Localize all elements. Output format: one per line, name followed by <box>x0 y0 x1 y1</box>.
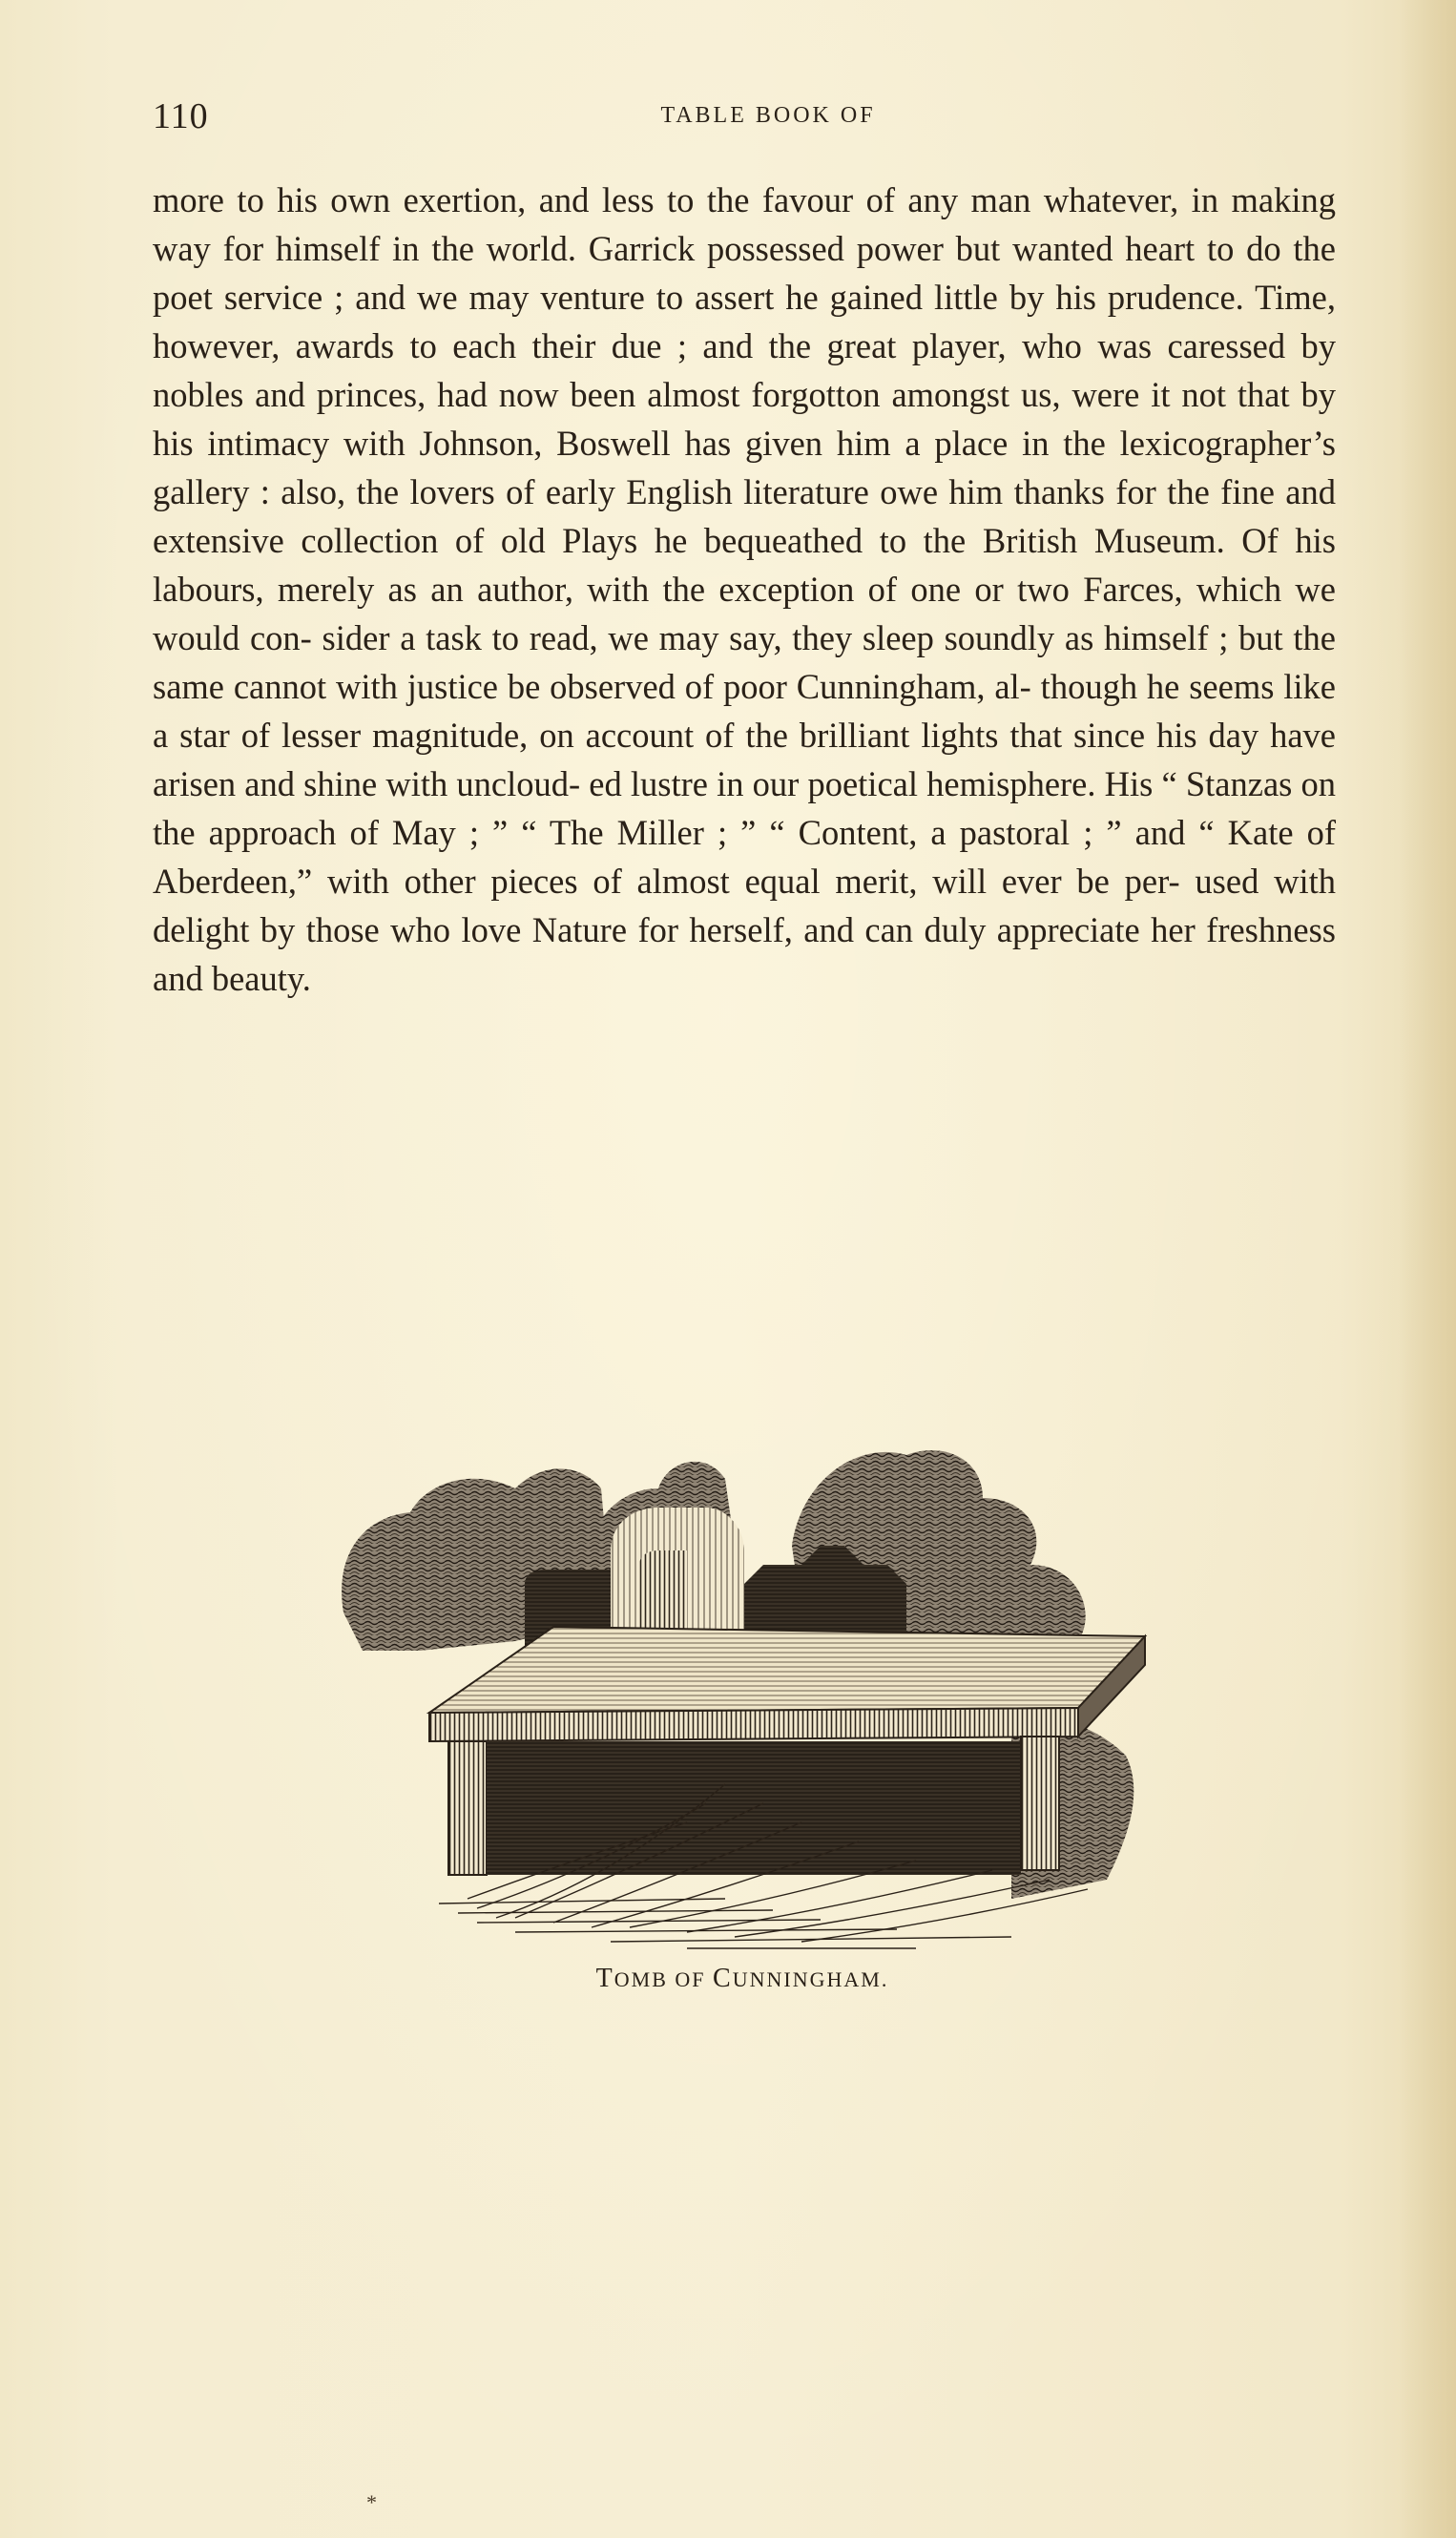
tomb-engraving <box>324 1422 1183 1956</box>
footer-mark: * <box>366 2490 377 2514</box>
tomb-base <box>448 1737 1059 1875</box>
running-head: TABLE BOOK OF <box>660 103 876 128</box>
page-number: 110 <box>153 96 209 136</box>
tomb-slab <box>429 1627 1145 1741</box>
figure-caption: TOMB OF CUNNINGHAM. <box>595 1964 889 1993</box>
body-paragraph: more to his own exertion, and less to the favour of any man whatever, in making way for himself in the world. Garrick possessed power but wanted heart to do the poet service ; and we may venture to assert he gained little by his prudence. Time, however, awards to each their due ; and the great player, who was caressed by nobles and princes, had now been almost forgotton amongst us, were it not that by his intimacy with Johnson, Boswell has given him a place in the lexicographer’s gallery : also, the lovers of early English literature owe him thanks for the fine and extensive collection of old Plays he bequeathed to the British Museum. Of his labours, merely as an author, with the exception of one or two Farces, which we would con- sider a task to read, we may say, they sleep soundly as himself ; but the same cannot with justice be observed of poor Cunningham, al- though he seems like a star of lesser magnitude, on account of the brilliant lights that since his day have arisen and shine with uncloud- ed lustre in our poetical hemisphere. His “ Stanzas on the approach of May ; ” “ The Miller ; ” “ Content, a pastoral ; ” and “ Kate of Aberdeen,” with other pieces of almost equal merit, will ever be per- used with delight by those who love Nature for herself, and can duly appreciate her freshness and beauty. <box>153 180 1336 998</box>
page-header <box>153 95 1336 153</box>
